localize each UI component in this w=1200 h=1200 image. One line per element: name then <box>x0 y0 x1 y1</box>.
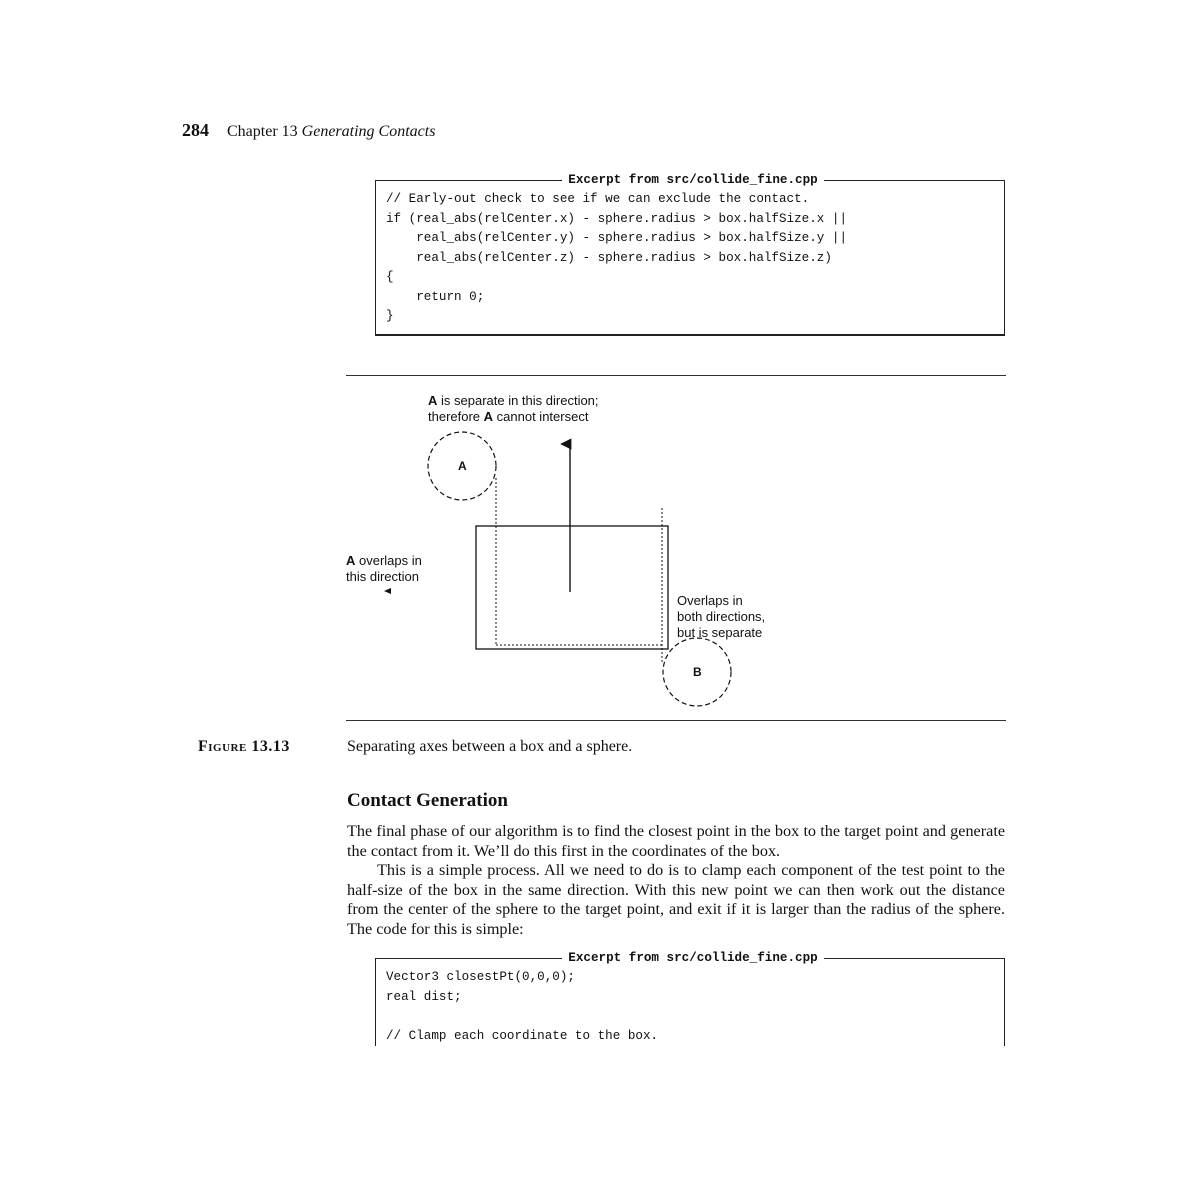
code-line: } <box>386 309 394 323</box>
figure-caption-text: Separating axes between a box and a sphere. <box>347 738 633 755</box>
sphere-a-label: A <box>458 459 467 473</box>
code-line: // Early-out check to see if we can exclude the contact. <box>386 192 810 206</box>
section-heading: Contact Generation <box>347 790 508 811</box>
code-line: { <box>386 270 394 284</box>
code-listing-2 <box>375 951 1005 1046</box>
chapter-label: Chapter 13 <box>227 123 298 140</box>
left-arrow-mark <box>384 588 391 594</box>
code-line: Vector3 closestPt(0,0,0); <box>386 970 575 984</box>
label-a-separate: A is separate in this direction; therefore A cannot intersect <box>428 393 599 424</box>
label-b-overlaps: Overlaps in both directions, but is separate <box>677 593 766 640</box>
sphere-b-label: B <box>693 665 702 679</box>
body-paragraph: This is a simple process. All we need to do is to clamp each component of the test point to the half-size of the box in the same direction. With this new point we can then work out the distance from the center of the sphere to the target point, and exit if it is larger than the radius of the sphere. The code for this is simple: <box>347 861 1005 938</box>
code-line: real_abs(relCenter.z) - sphere.radius > box.halfSize.z) <box>386 250 832 265</box>
code-listing-caption: Excerpt from src/collide_fine.cpp <box>376 949 1004 967</box>
figure-number: Figure 13.13 <box>198 738 290 755</box>
figure-caption <box>198 738 632 756</box>
page-number: 284 <box>182 120 209 140</box>
label-a-overlaps: A overlaps in this direction <box>346 553 422 584</box>
chapter-title: Generating Contacts <box>301 123 436 140</box>
body-paragraph: The final phase of our algorithm is to find the closest point in the box to the target point and generate the contact from it. We’ll do this first in the coordinates of the box. <box>347 822 1005 860</box>
code-line: real_abs(relCenter.y) - sphere.radius > box.halfSize.y || <box>386 231 848 245</box>
code-line: // Clamp each coordinate to the box. <box>386 1028 659 1043</box>
code-line: if (real_abs(relCenter.x) - sphere.radius > box.halfSize.x || <box>386 211 848 226</box>
box-shape <box>476 526 668 649</box>
code-line <box>386 1007 994 1027</box>
code-listing-caption: Excerpt from src/collide_fine.cpp <box>376 171 1004 189</box>
code-line: return 0; <box>386 289 485 304</box>
code-line: real dist; <box>386 989 462 1004</box>
